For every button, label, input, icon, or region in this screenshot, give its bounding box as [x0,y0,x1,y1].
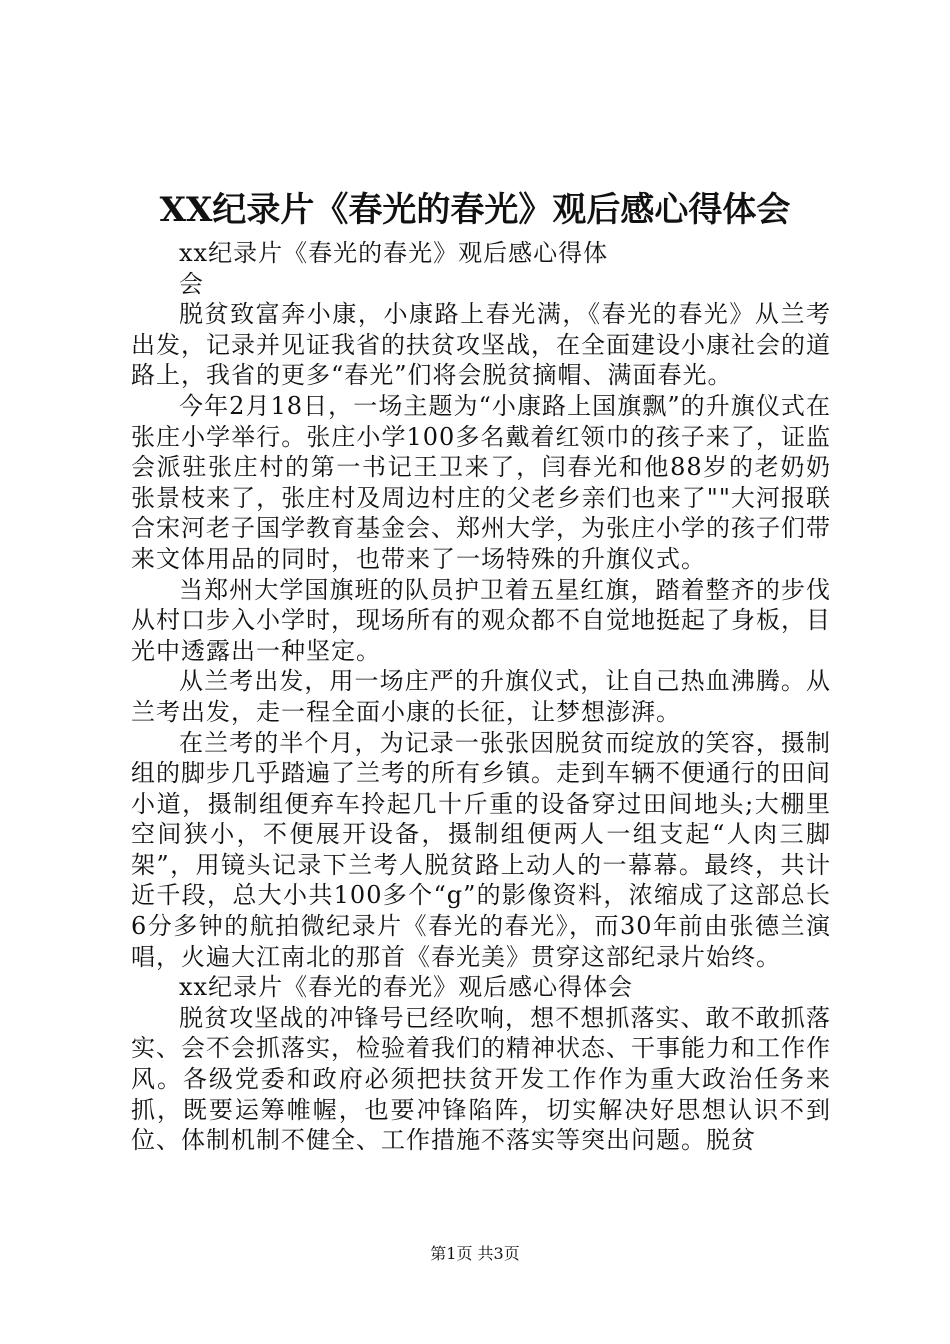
paragraph: 今年2月18日，一场主题为“小康路上国旗飘”的升旗仪式在张庄小学举行。张庄小学100多名戴着红领巾的孩子来了，证监会派驻张庄村的第一书记王卫来了，闫春光和他88岁的老奶奶张景枝来了，张庄村及周边村庄的父老乡亲们也来了""大河报联合宋河老子国学教育基金会、郑州大学，为张庄小学的孩子们带来文体用品的同时，也带来了一场特殊的升旗仪式。 [131,391,831,573]
paragraph: 脱贫致富奔小康，小康路上春光满，《春光的春光》从兰考出发，记录并见证我省的扶贫攻坚战，在全面建设小康社会的道路上，我省的更多“春光”们将会脱贫摘帽、满面春光。 [131,300,831,390]
subtitle-line-1: xx纪录片《春光的春光》观后感心得体 [179,239,609,267]
page-footer: 第1页 共3页 [430,1244,520,1263]
paragraph: 在兰考的半个月，为记录一张张因脱贫而绽放的笑容，摄制组的脚步几乎踏遍了兰考的所有乡镇。走到车辆不便通行的田间小道，摄制组便弃车拎起几十斤重的设备穿过田间地头;大棚里空间狭小，不便展开设备，摄制组便两人一组支起“人肉三脚架”，用镜头记录下兰考人脱贫路上动人的一幕幕。最终，共计近千段，总大小共100多个“g”的影像资料，浓缩成了这部总长6分多钟的航拍微纪录片《春光的春光》，而30年前由张德兰演唱，火遍大江南北的那首《春光美》贯穿这部纪录片始终。 [131,728,831,971]
subtitle-line-2: 会 [179,269,204,298]
paragraph: 从兰考出发，用一场庄严的升旗仪式，让自己热血沸腾。从兰考出发，走一程全面小康的长征，让梦想澎湃。 [131,667,831,726]
paragraph: 脱贫攻坚战的冲锋号已经吹响，想不想抓落实、敢不敢抓落实、会不会抓落实，检验着我们的精神状态、干事能力和工作作风。各级党委和政府必须把扶贫开发工作作为重大政治任务来抓，既要运筹帷幄，也要冲锋陷阵，切实解决好思想认识不到位、体制机制不健全、工作措施不落实等突出问题。脱贫 [131,1003,831,1155]
paragraph: 当郑州大学国旗班的队员护卫着五星红旗，踏着整齐的步伐从村口步入小学时，现场所有的观众都不自觉地挺起了身板，目光中透露出一种坚定。 [131,575,831,665]
document-body [131,238,831,1156]
document-title: XX纪录片《春光的春光》观后感心得体会 [159,190,791,230]
section-heading: xx纪录片《春光的春光》观后感心得体会 [179,973,634,1002]
subtitle [131,238,831,299]
